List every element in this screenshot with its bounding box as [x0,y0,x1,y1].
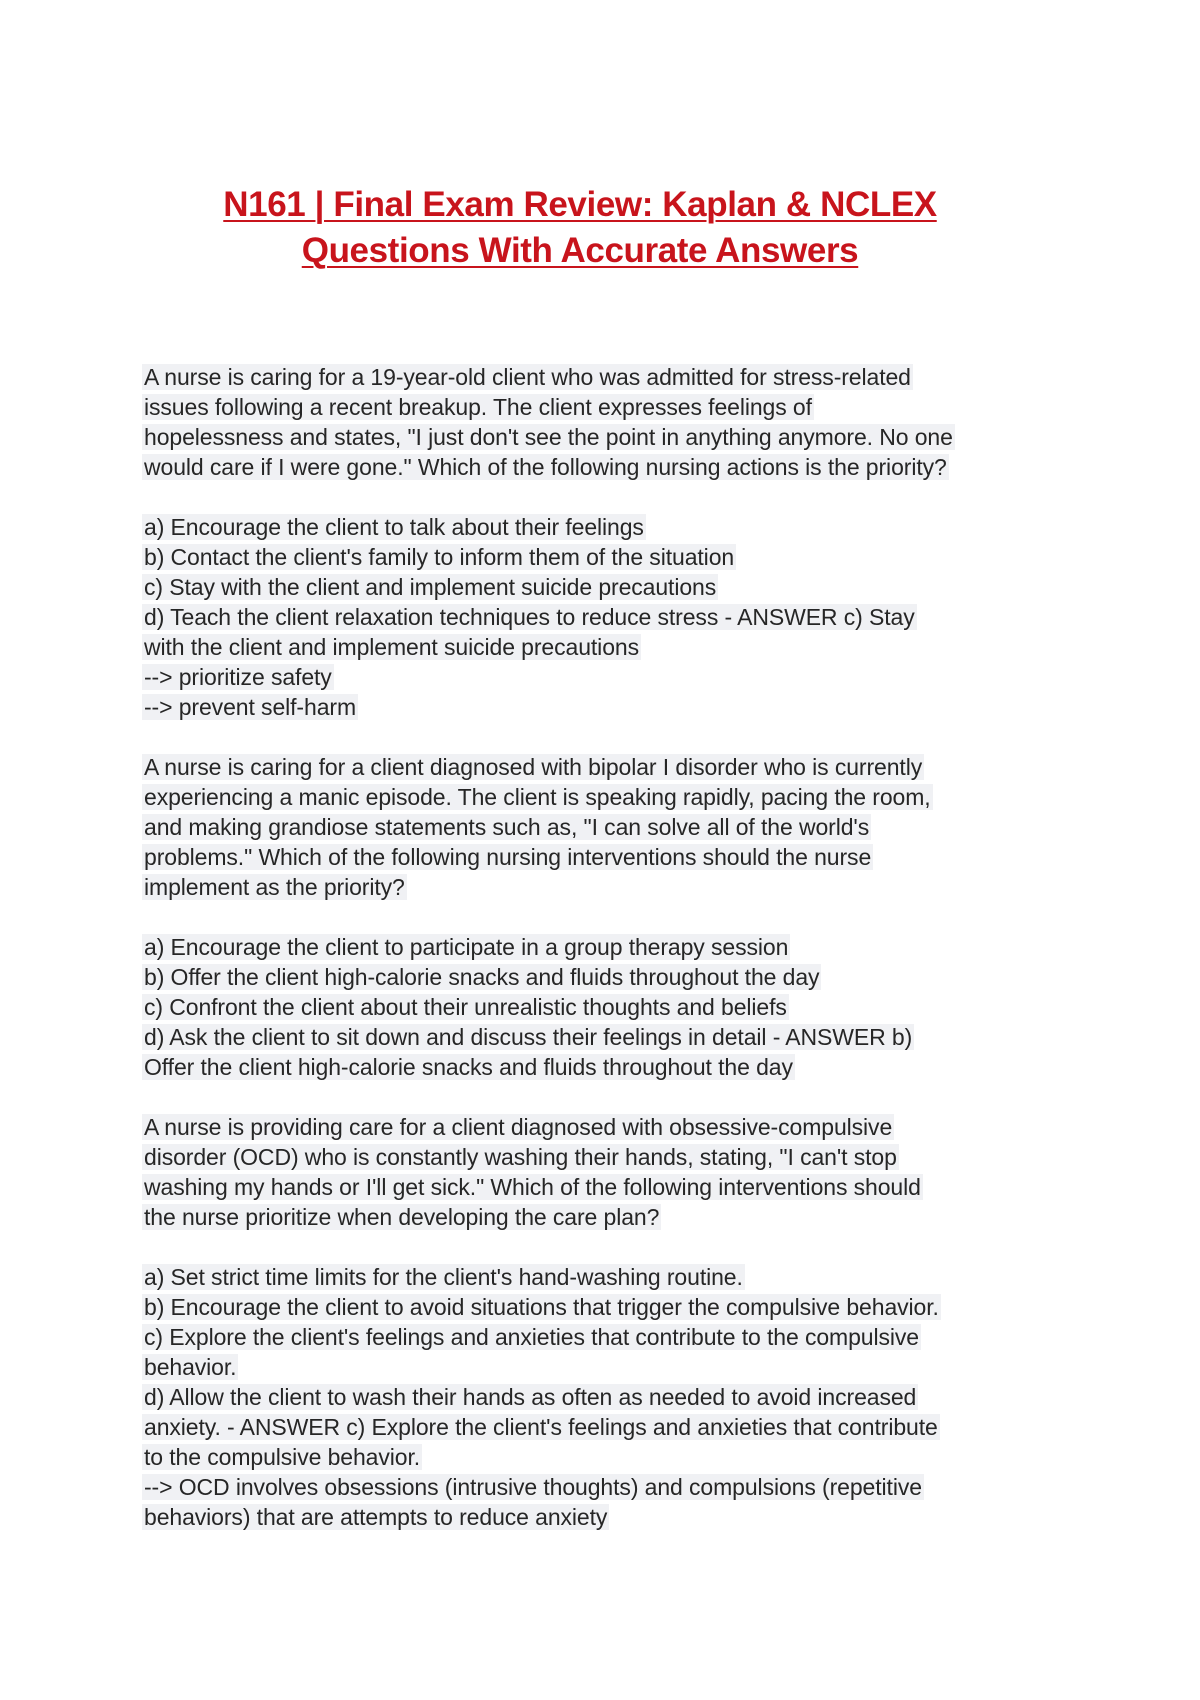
text-line [142,422,1072,452]
text-line-content: experiencing a manic episode. The client is speaking rapidly, pacing the room, [144,784,931,810]
text-line-content: implement as the priority? [144,874,405,900]
paragraph-spacer [142,902,1072,932]
text-line [142,1382,1072,1412]
text-line [142,1502,1072,1532]
text-line-content: c) Confront the client about their unrealistic thoughts and beliefs [144,994,787,1020]
text-line-content: and making grandiose statements such as, "I can solve all of the world's [144,814,870,840]
text-line [142,1142,1072,1172]
text-line [142,452,1072,482]
text-line-content: issues following a recent breakup. The client expresses feelings of [144,394,812,420]
text-line [142,542,1072,572]
text-line-content: b) Contact the client's family to inform them of the situation [144,544,735,570]
text-line-content: A nurse is caring for a client diagnosed with bipolar I disorder who is currently [144,754,923,780]
text-line-content: a) Encourage the client to talk about their feelings [144,514,644,540]
text-line [142,1022,1072,1052]
text-line-content: washing my hands or I'll get sick." Which of the following interventions should [144,1174,921,1200]
text-line [142,872,1072,902]
text-line-content: d) Allow the client to wash their hands as often as needed to avoid increased [144,1384,917,1410]
text-line-content: --> prevent self-harm [144,694,356,720]
text-line-content: would care if I were gone." Which of the following nursing actions is the priority? [144,454,947,480]
paragraph-spacer [142,722,1072,752]
document-title [0,182,1160,274]
paragraph [142,752,1072,902]
text-line [142,1352,1072,1382]
text-line [142,392,1072,422]
text-line [142,1442,1072,1472]
text-line-content: --> OCD involves obsessions (intrusive thoughts) and compulsions (repetitive [144,1474,922,1500]
text-line-content: anxiety. - ANSWER c) Explore the client's feelings and anxieties that contribute [144,1414,938,1440]
text-line [142,812,1072,842]
text-line [142,752,1072,782]
text-line [142,662,1072,692]
text-line-content: Offer the client high-calorie snacks and fluids throughout the day [144,1054,793,1080]
text-line-content: to the compulsive behavior. [144,1444,421,1470]
text-line [142,1262,1072,1292]
text-line [142,1322,1072,1352]
text-line [142,572,1072,602]
text-line [142,1112,1072,1142]
text-line [142,632,1072,662]
text-line [142,362,1072,392]
text-line-content: b) Encourage the client to avoid situations that trigger the compulsive behavior. [144,1294,939,1320]
text-line [142,992,1072,1022]
text-line-content: disorder (OCD) who is constantly washing their hands, stating, "I can't stop [144,1144,897,1170]
text-line [142,1202,1072,1232]
text-line [142,1412,1072,1442]
paragraph [142,512,1072,722]
paragraph-spacer [142,482,1072,512]
text-line [142,1292,1072,1322]
text-line-content: with the client and implement suicide precautions [144,634,639,660]
text-line-content: d) Ask the client to sit down and discuss their feelings in detail - ANSWER b) [144,1024,913,1050]
text-line [142,1052,1072,1082]
text-line-content: A nurse is caring for a 19-year-old client who was admitted for stress-related [144,364,911,390]
paragraph [142,1262,1072,1532]
text-line [142,692,1072,722]
text-line [142,512,1072,542]
paragraph-spacer [142,1232,1072,1262]
paragraph [142,932,1072,1082]
title-line-2: Questions With Accurate Answers [301,231,859,270]
text-line [142,1172,1072,1202]
text-line [142,782,1072,812]
text-line-content: problems." Which of the following nursing interventions should the nurse [144,844,872,870]
text-line-content: a) Set strict time limits for the client's hand-washing routine. [144,1264,743,1290]
title-line-1: N161 | Final Exam Review: Kaplan & NCLEX [223,185,937,224]
paragraph-spacer [142,1082,1072,1112]
text-line-content: the nurse prioritize when developing the care plan? [144,1204,660,1230]
paragraph [142,362,1072,482]
text-line-content: --> prioritize safety [144,664,332,690]
text-line-content: d) Teach the client relaxation techniques to reduce stress - ANSWER c) Stay [144,604,915,630]
text-line [142,842,1072,872]
text-line-content: a) Encourage the client to participate in a group therapy session [144,934,789,960]
text-line-content: behavior. [144,1354,237,1380]
text-line [142,1472,1072,1502]
text-line-content: A nurse is providing care for a client diagnosed with obsessive-compulsive [144,1114,893,1140]
text-line-content: hopelessness and states, "I just don't see the point in anything anymore. No one [144,424,953,450]
text-line [142,932,1072,962]
text-line-content: b) Offer the client high-calorie snacks and fluids throughout the day [144,964,820,990]
text-line [142,602,1072,632]
paragraph [142,1112,1072,1232]
text-line-content: c) Stay with the client and implement suicide precautions [144,574,717,600]
text-line-content: behaviors) that are attempts to reduce anxiety [144,1504,608,1530]
text-line [142,962,1072,992]
text-line-content: c) Explore the client's feelings and anxieties that contribute to the compulsive [144,1324,919,1350]
document-body [142,362,1072,1532]
